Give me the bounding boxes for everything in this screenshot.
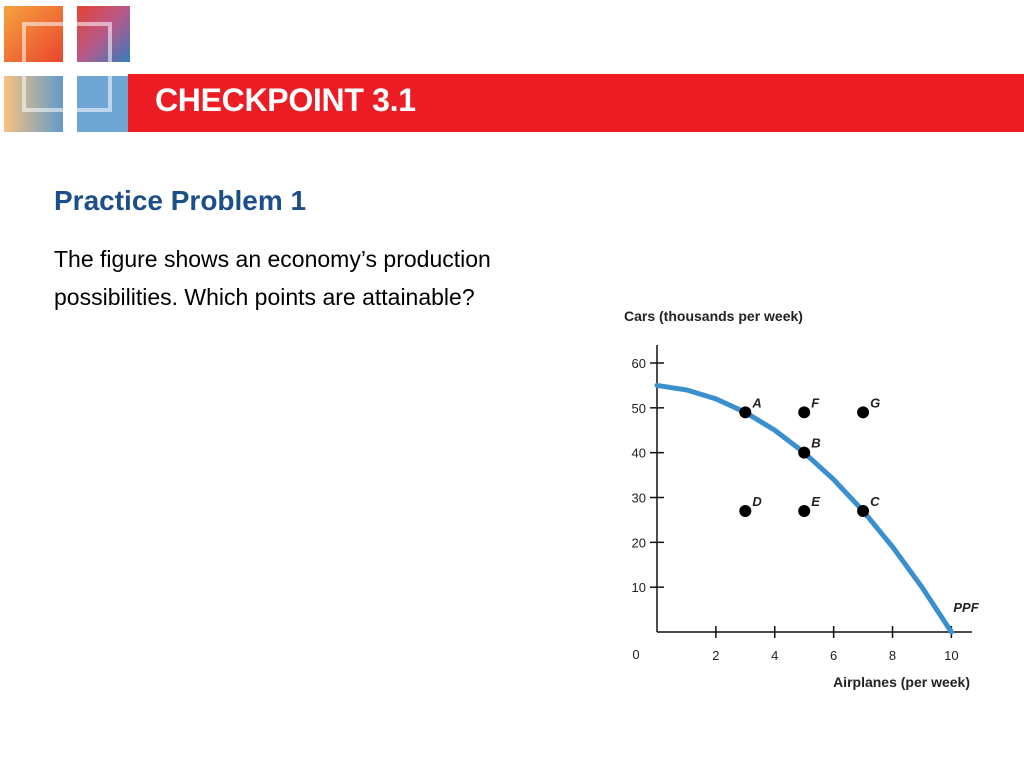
x-tick-label: 8 (888, 648, 897, 663)
point-label-a: A (752, 395, 762, 411)
y-tick-label: 10 (631, 580, 646, 596)
point-label-d: D (752, 493, 762, 509)
x-tick-label: 4 (771, 648, 779, 663)
point-label-b: B (811, 435, 821, 451)
y-tick-label: 20 (631, 535, 646, 551)
point-g (857, 406, 869, 418)
x-axis-title: Airplanes (per week) (833, 674, 970, 690)
point-e (798, 505, 810, 517)
point-b (798, 447, 810, 459)
ppf-curve-label: PPF (953, 600, 979, 615)
point-c (857, 505, 869, 517)
problem-text: The figure shows an economy’s production possibilities. Which points are attainable? (54, 246, 491, 310)
y-tick-label: 40 (631, 445, 646, 461)
problem-heading: Practice Problem 1 (54, 185, 307, 216)
point-d (739, 505, 751, 517)
point-a (739, 406, 751, 418)
y-tick-label: 60 (631, 356, 646, 371)
header-title: CHECKPOINT 3.1 (155, 82, 416, 118)
x-tick-label: 6 (830, 648, 838, 663)
ppf-chart (600, 295, 990, 700)
y-axis-title: Cars (thousands per week) (624, 308, 803, 324)
point-label-e: E (811, 493, 820, 509)
x-tick-label: 2 (712, 648, 720, 663)
plus-logo-icon (0, 0, 140, 135)
y-tick-label: 50 (631, 400, 646, 416)
point-label-g: G (870, 395, 881, 411)
point-f (798, 406, 810, 418)
x-tick-label: 10 (944, 648, 959, 663)
origin-label: 0 (632, 647, 640, 662)
point-label-c: C (870, 493, 880, 509)
y-tick-label: 30 (631, 490, 646, 506)
point-label-f: F (811, 395, 820, 411)
